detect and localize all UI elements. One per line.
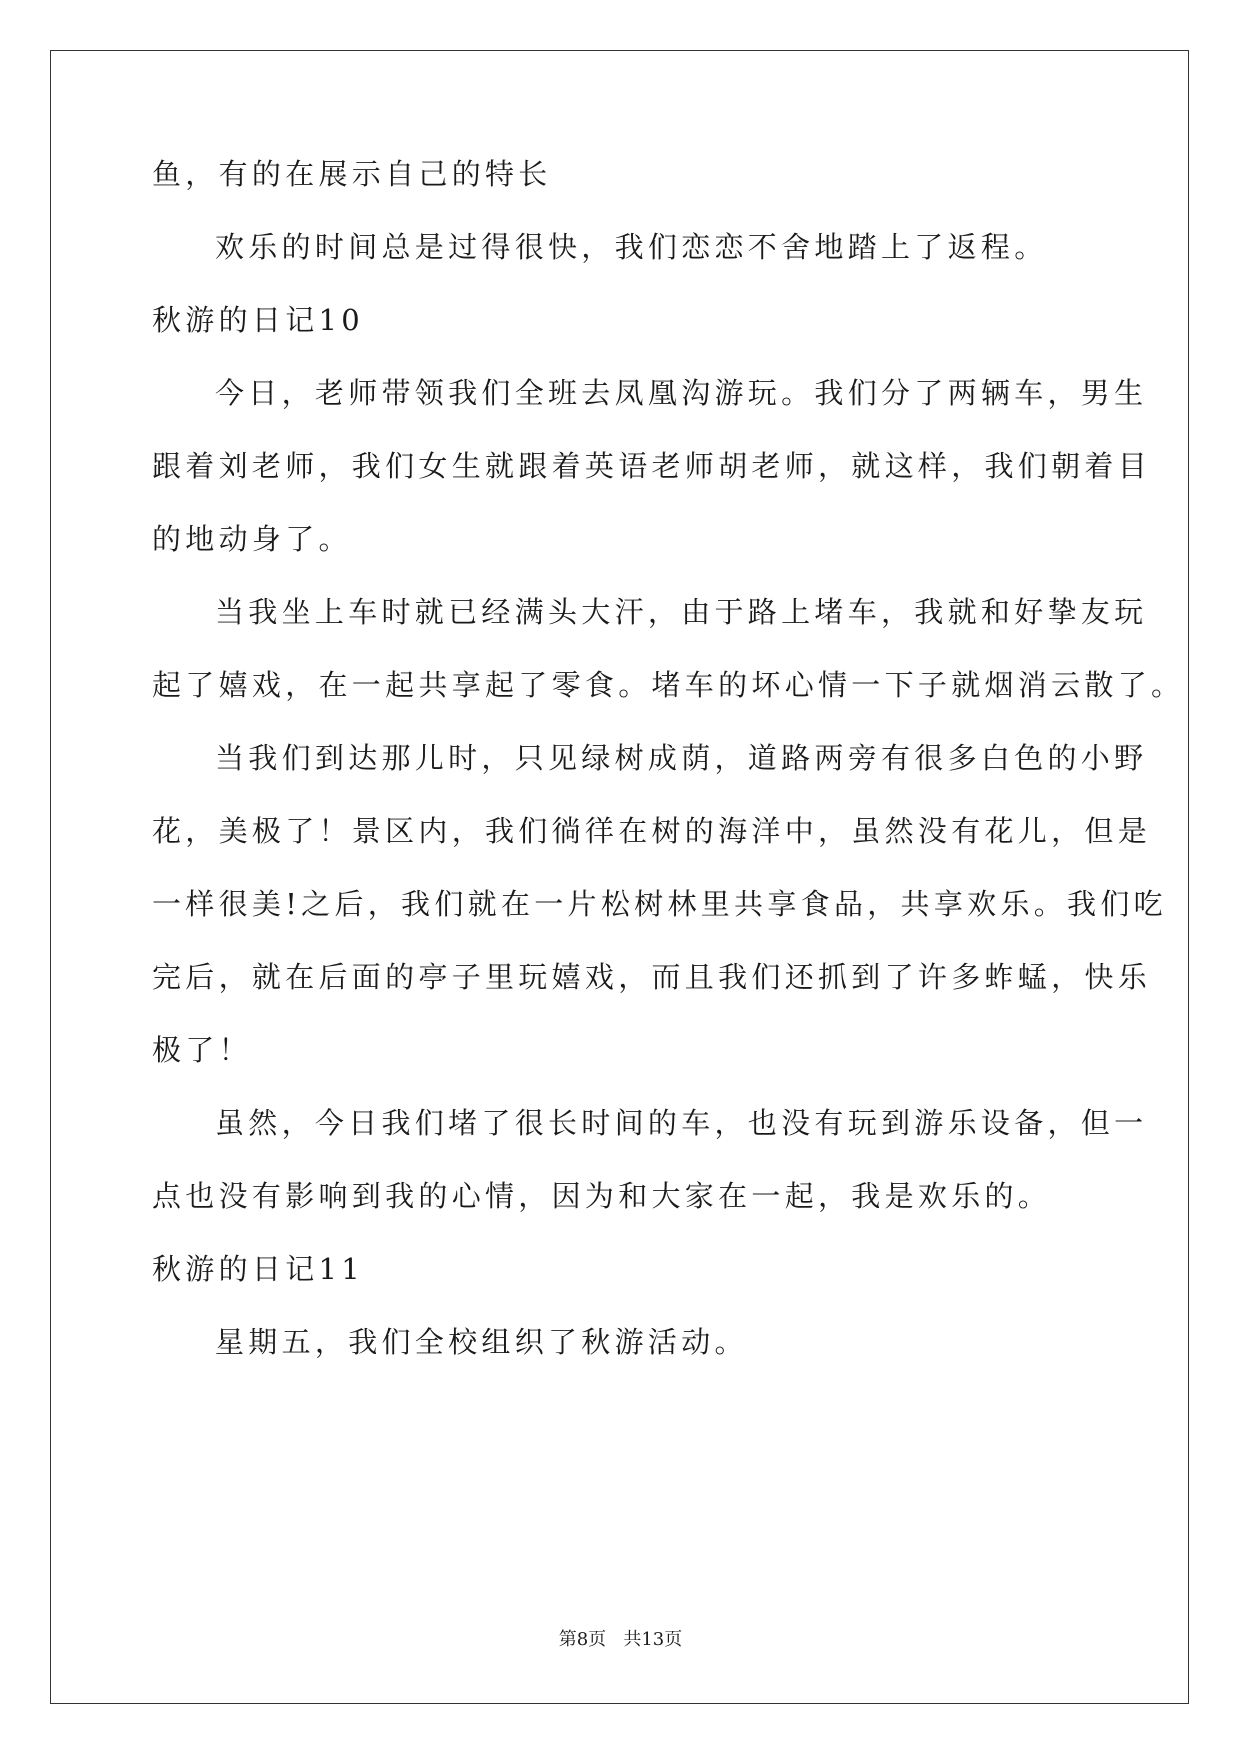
paragraph-start: 当我们到达那儿时，只见绿树成荫，道路两旁有很多白色的小野 (215, 741, 1148, 775)
body-text-line: 跟着刘老师，我们女生就跟着英语老师胡老师，就这样，我们朝着目 (152, 449, 1152, 483)
paragraph-start: 当我坐上车时就已经满头大汗，由于路上堵车，我就和好挚友玩 (215, 595, 1148, 629)
body-text-line: 起了嬉戏，在一起共享起了零食。堵车的坏心情一下子就烟消云散了。 (152, 668, 1185, 702)
body-text-line: 极了！ (152, 1033, 252, 1067)
body-text-line: 花，美极了！景区内，我们徜徉在树的海洋中，虽然没有花儿，但是 (152, 814, 1152, 848)
body-text-line: 点也没有影响到我的心情，因为和大家在一起，我是欢乐的。 (152, 1179, 1052, 1213)
paragraph-start: 欢乐的时间总是过得很快，我们恋恋不舍地踏上了返程。 (215, 230, 1048, 264)
page-number-footer: 第8页 共13页 (558, 1629, 683, 1650)
paragraph-start: 今日，老师带领我们全班去凤凰沟游玩。我们分了两辆车，男生 (215, 376, 1148, 410)
body-text-line: 完后，就在后面的亭子里玩嬉戏，而且我们还抓到了许多蚱蜢，快乐 (152, 960, 1152, 994)
paragraph-start: 星期五，我们全校组织了秋游活动。 (215, 1325, 748, 1359)
paragraph-start: 虽然，今日我们堵了很长时间的车，也没有玩到游乐设备，但一 (215, 1106, 1148, 1140)
body-text-line: 一样很美!之后，我们就在一片松树林里共享食品，共享欢乐。我们吃 (152, 887, 1167, 921)
body-text-line: 的地动身了。 (152, 522, 352, 556)
section-heading: 秋游的日记11 (152, 1252, 365, 1286)
section-heading: 秋游的日记10 (152, 303, 365, 337)
page-frame (50, 50, 1189, 1704)
body-text-line: 鱼，有的在展示自己的特长 (152, 157, 552, 191)
